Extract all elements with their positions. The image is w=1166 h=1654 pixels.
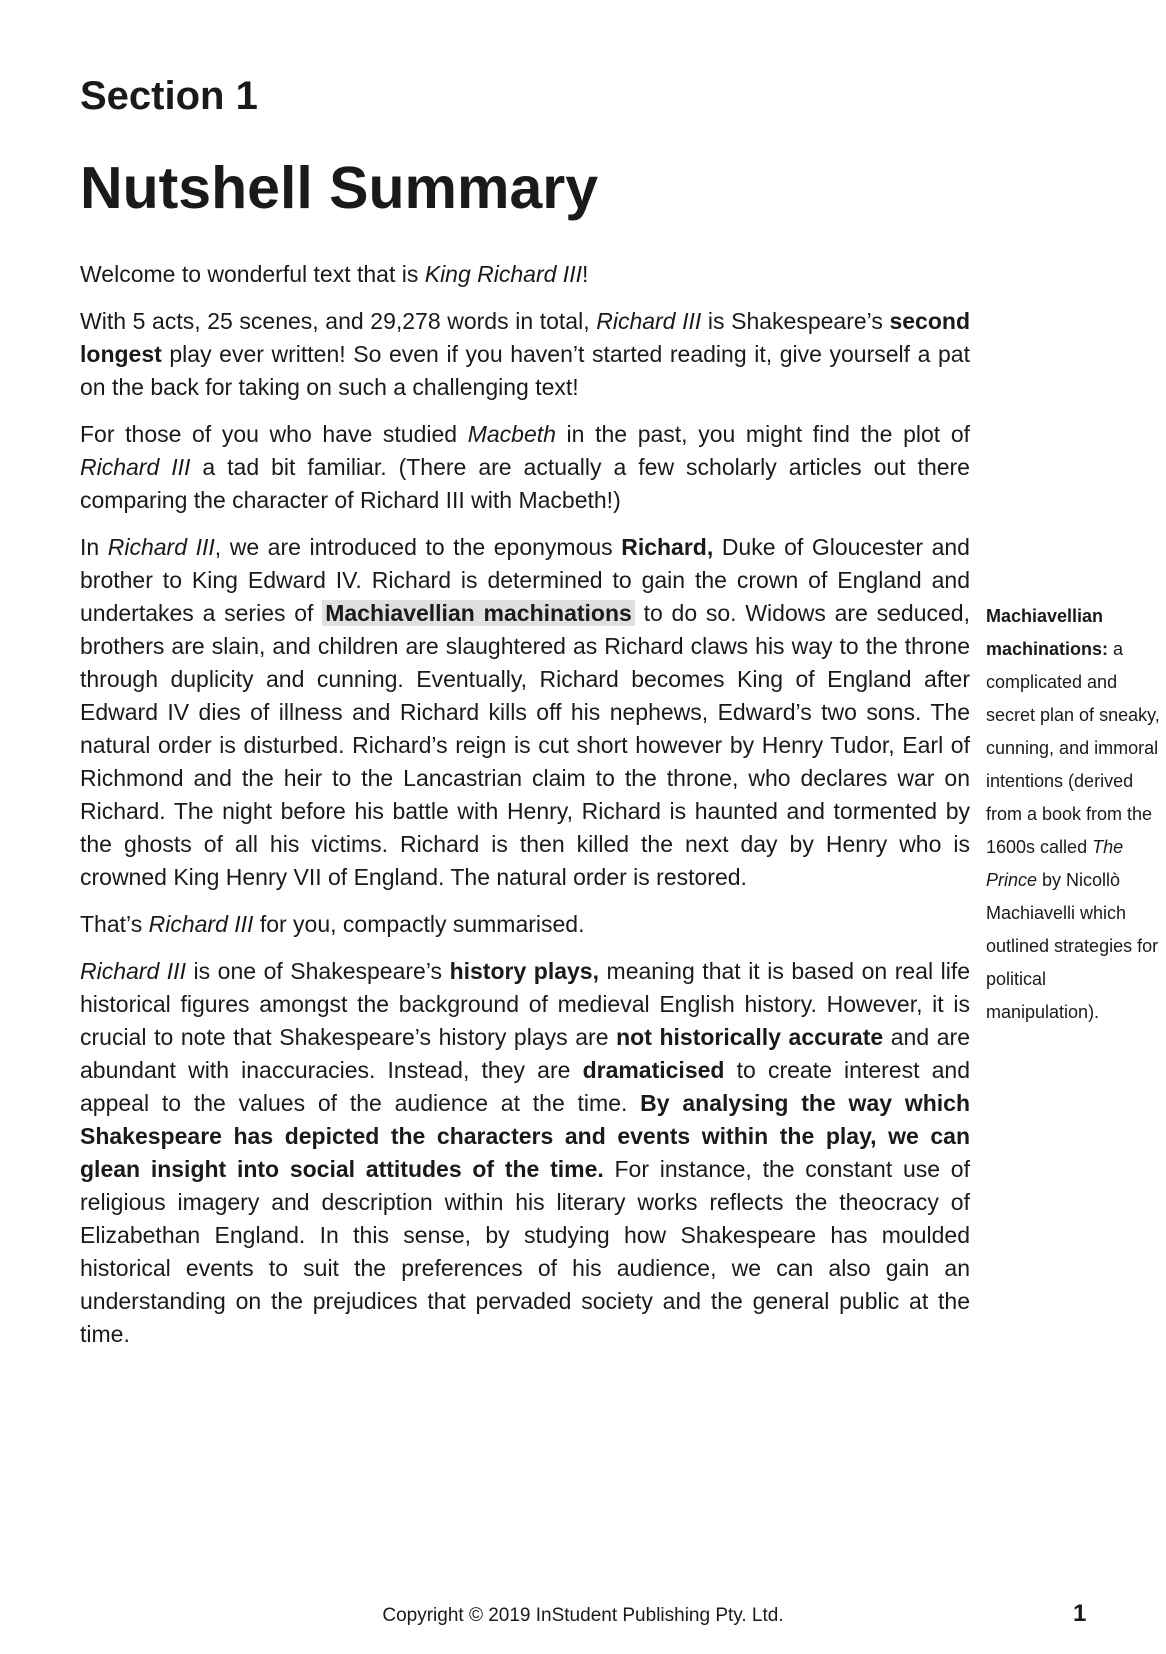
plot-paragraph: In Richard III, we are introduced to the eponymous Richard, Duke of Gloucester and brother to King Edward IV. Richard is determined to gain the crown of England and undertakes a series of Machiavellian machinations to do so. Widows are seduced, brothers are slain, and children are slaughtered as Richard claws his way to the throne through duplicity and cunning. Eventually, Richard becomes King of England after Edward IV dies of illness and Richard kills off his nephews, Edward’s two sons. The natural order is disturbed. Richard’s reign is cut short however by Henry Tudor, Earl of Richmond and the heir to the Lancastrian claim to the throne, who declares war on Richard. The night before his battle with Henry, Richard is haunted and tormented by the ghosts of all his victims. Richard is then killed the next day by Henry who is crowned King Henry VII of England. The natural order is restored.: [80, 534, 970, 890]
body-text: [80, 258, 970, 1365]
emphasis: history plays,: [449, 958, 599, 984]
highlighted-term: Machiavellian machinations: [322, 600, 635, 626]
emphasis: not historically accurate: [616, 1024, 884, 1050]
play-title: Richard III: [596, 308, 702, 334]
play-title: Richard III: [107, 534, 215, 560]
play-title: King Richard III: [424, 261, 582, 287]
book-title: The Prince: [986, 837, 1124, 890]
glossary-sidenote: Machiavellian machinations: a complicated and secret plan of sneaky, cunning, and immoral intentions (derived from a book from the 1600s called The Prince by Nicollò Machiavelli which outlined strategies for political manipulation).: [986, 606, 1160, 1022]
intro-paragraph: Welcome to wonderful text that is King Richard III!: [80, 261, 589, 287]
emphasis: By analysing the way which Shakespeare has depicted the characters and events within the play, we can glean insight into social attitudes of the time.: [80, 1090, 970, 1182]
glossary-term: Machiavellian machinations:: [986, 606, 1109, 659]
emphasis: dramaticised: [582, 1057, 725, 1083]
play-title: Richard III: [148, 911, 254, 937]
summary-paragraph: That’s Richard III for you, compactly summarised.: [80, 911, 585, 937]
section-label: Section 1: [80, 74, 258, 118]
emphasis: Richard,: [621, 534, 714, 560]
stats-paragraph: With 5 acts, 25 scenes, and 29,278 words in total, Richard III is Shakespeare’s second longest play ever written! So even if you haven’t started reading it, give yourself a pat on the back for taking on such a challenging text!: [80, 308, 970, 400]
play-title: Richard III: [80, 958, 186, 984]
page-title: Nutshell Summary: [80, 155, 599, 221]
play-title: Richard III: [80, 454, 191, 480]
play-title: Macbeth: [467, 421, 556, 447]
footer-copyright: Copyright © 2019 InStudent Publishing Pty. Ltd.: [382, 1605, 784, 1626]
macbeth-paragraph: For those of you who have studied Macbeth in the past, you might find the plot of Richard III a tad bit familiar. (There are actually a few scholarly articles out there comparing the character of Richard III with Macbeth!): [80, 421, 970, 513]
history-paragraph: Richard III is one of Shakespeare’s history plays, meaning that it is based on real life historical figures amongst the background of medieval English history. However, it is crucial to note that Shakespeare’s history plays are not historically accurate and are abundant with inaccuracies. Instead, they are dramaticised to create interest and appeal to the values of the audience at the time. By analysing the way which Shakespeare has depicted the characters and events within the play, we can glean insight into social attitudes of the time. For instance, the constant use of religious imagery and description within his literary works reflects the theocracy of Elizabethan England. In this sense, by studying how Shakespeare has moulded historical events to suit the preferences of his audience, we can also gain an understanding on the prejudices that pervaded society and the general public at the time.: [80, 958, 971, 1347]
page-number: 1: [1073, 1600, 1087, 1627]
emphasis: second longest: [80, 308, 970, 367]
